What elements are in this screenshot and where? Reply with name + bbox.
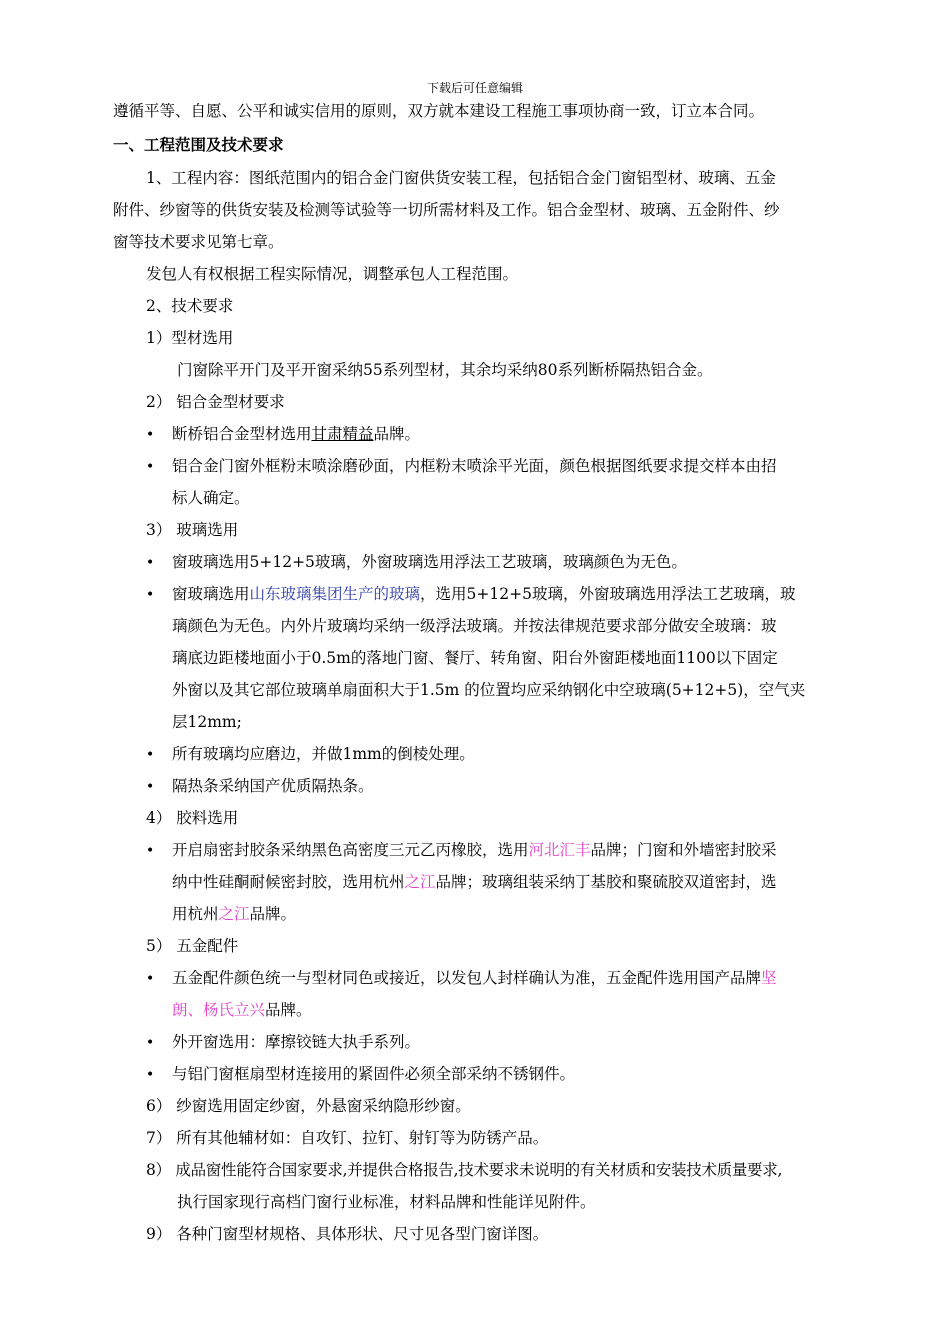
bullet-text: 品牌。 xyxy=(265,1001,312,1019)
subheading-glass: 3） 玻璃选用 xyxy=(146,521,239,539)
bullet-glass-detail-line2: 璃颜色为无色。内外片玻璃均采纳一级浮法玻璃。并按法律规范要求部分做安全玻璃：玻 xyxy=(172,617,777,635)
bullet-sealants-line1 xyxy=(172,840,777,860)
bullet-text: 开启扇密封胶条采纳黑色高密度三元乙丙橡胶，选用 xyxy=(172,841,529,859)
brand-name: 之江 xyxy=(404,873,436,891)
item-screens: 6） 纱窗选用固定纱窗，外悬窗采纳隐形纱窗。 xyxy=(146,1097,471,1115)
subheading-aluminum: 2） 铝合金型材要求 xyxy=(146,393,285,411)
bullet-text: 品牌；门窗和外墙密封胶采 xyxy=(590,841,777,859)
bullet-glass-detail-line4: 外窗以及其它部位玻璃单扇面积大于1.5m 的位置均应采纳钢化中空玻璃(5+12+5)，空气夹 xyxy=(172,681,806,699)
bullet-text: ，选用5+12+5玻璃，外窗玻璃选用浮法工艺玻璃，玻 xyxy=(420,585,796,603)
section-title: 一、工程范围及技术要求 xyxy=(113,136,284,154)
brand-name: 河北汇丰 xyxy=(528,841,591,859)
bullet-text: 五金配件颜色统一与型材同色或接近，以发包人封样确认为准，五金配件选用国产品牌 xyxy=(172,969,762,987)
bullet-marker: • xyxy=(146,555,155,571)
bullet-marker: • xyxy=(146,459,155,475)
bullet-marker: • xyxy=(146,779,155,795)
item-performance-line2: 执行国家现行高档门窗行业标准，材料品牌和性能详见附件。 xyxy=(177,1193,596,1211)
bullet-glass-detail-line5: 层12mm; xyxy=(172,713,242,731)
bullet-glass-detail-line3: 璃底边距楼地面小于0.5m的落地门窗、餐厅、转角窗、阳台外窗距楼地面1100以下固定 xyxy=(172,649,778,667)
item-accessories: 7） 所有其他辅材如：自攻钉、拉钉、射钉等为防锈产品。 xyxy=(146,1129,549,1147)
bullet-coating-line1: 铝合金门窗外框粉末喷涂磨砂面，内框粉末喷涂平光面，颜色根据图纸要求提交样本由招 xyxy=(172,457,777,475)
bullet-sealants-line3 xyxy=(172,904,296,924)
bullet-edging: 所有玻璃均应磨边，并做1mm的倒棱处理。 xyxy=(172,745,475,763)
heading-tech-requirements: 2、技术要求 xyxy=(146,297,234,315)
item-performance-line1: 8） 成品窗性能符合国家要求,并提供合格报告,技术要求未说明的有关材质和安装技术质量要求, xyxy=(146,1161,783,1179)
bullet-sealants-line2 xyxy=(172,872,777,892)
bullet-thermal-strip: 隔热条采纳国产优质隔热条。 xyxy=(172,777,374,795)
bullet-text: 品牌。 xyxy=(249,905,297,923)
para-work-content-line1: 1、工程内容：图纸范围内的铝合金门窗供货安装工程，包括铝合金门窗铝型材、玻璃、五金 xyxy=(146,169,776,187)
bullet-marker: • xyxy=(146,587,155,603)
para-scope-adjust: 发包人有权根据工程实际情况，调整承包人工程范围。 xyxy=(146,265,519,283)
bullet-hardware-line2 xyxy=(172,1000,312,1020)
bullet-text: 纳中性硅酮耐候密封胶，选用杭州 xyxy=(172,873,405,891)
bullet-marker: • xyxy=(146,1035,155,1051)
brand-name: 之江 xyxy=(218,905,250,923)
subheading-sealants: 4） 胶料选用 xyxy=(146,809,239,827)
intro-paragraph: 遵循平等、自愿、公平和诚实信用的原则，双方就本建设工程施工事项协商一致，订立本合同。 xyxy=(113,102,765,120)
brand-name: 甘肃精益 xyxy=(311,425,374,443)
bullet-coating-line2: 标人确定。 xyxy=(172,489,250,507)
brand-name: 朗、杨氏立兴 xyxy=(172,1001,266,1019)
item-specs: 9） 各种门窗型材规格、具体形状、尺寸见各型门窗详图。 xyxy=(146,1225,549,1243)
para-work-content-line3: 窗等技术要求见第七章。 xyxy=(113,233,284,251)
brand-name: 山东玻璃集团生产的玻璃 xyxy=(249,585,421,603)
para-work-content-line2: 附件、纱窗等的供货安装及检测等试验等一切所需材料及工作。铝合金型材、玻璃、五金附件、纱 xyxy=(113,201,780,219)
bullet-marker: • xyxy=(146,427,155,443)
bullet-text: 品牌。 xyxy=(373,425,421,443)
subheading-hardware: 5） 五金配件 xyxy=(146,937,239,955)
para-profiles: 门窗除平开门及平开窗采纳55系列型材，其余均采纳80系列断桥隔热铝合金。 xyxy=(177,361,713,379)
bullet-marker: • xyxy=(146,1067,155,1083)
bullet-text: 窗玻璃选用 xyxy=(172,585,250,603)
bullet-text: 用杭州 xyxy=(172,905,219,923)
bullet-fasteners: 与铝门窗框扇型材连接用的紧固件必须全部采纳不锈钢件。 xyxy=(172,1065,576,1083)
bullet-marker: • xyxy=(146,971,155,987)
bullet-marker: • xyxy=(146,843,155,859)
bullet-marker: • xyxy=(146,747,155,763)
bullet-text: 品牌；玻璃组装采纳丁基胶和聚硫胶双道密封，选 xyxy=(435,873,777,891)
brand-name: 坚 xyxy=(761,969,777,987)
bullet-glass-detail-line1 xyxy=(172,584,795,604)
bullet-aluminum-brand xyxy=(172,424,420,444)
bullet-casement: 外开窗选用：摩擦铰链大执手系列。 xyxy=(172,1033,421,1051)
bullet-glass-basic: 窗玻璃选用5+12+5玻璃，外窗玻璃选用浮法工艺玻璃，玻璃颜色为无色。 xyxy=(172,553,687,571)
subheading-profiles: 1）型材选用 xyxy=(146,329,234,347)
bullet-hardware-line1 xyxy=(172,968,777,988)
bullet-text: 断桥铝合金型材选用 xyxy=(172,425,312,443)
header-note: 下载后可任意编辑 xyxy=(426,81,523,95)
